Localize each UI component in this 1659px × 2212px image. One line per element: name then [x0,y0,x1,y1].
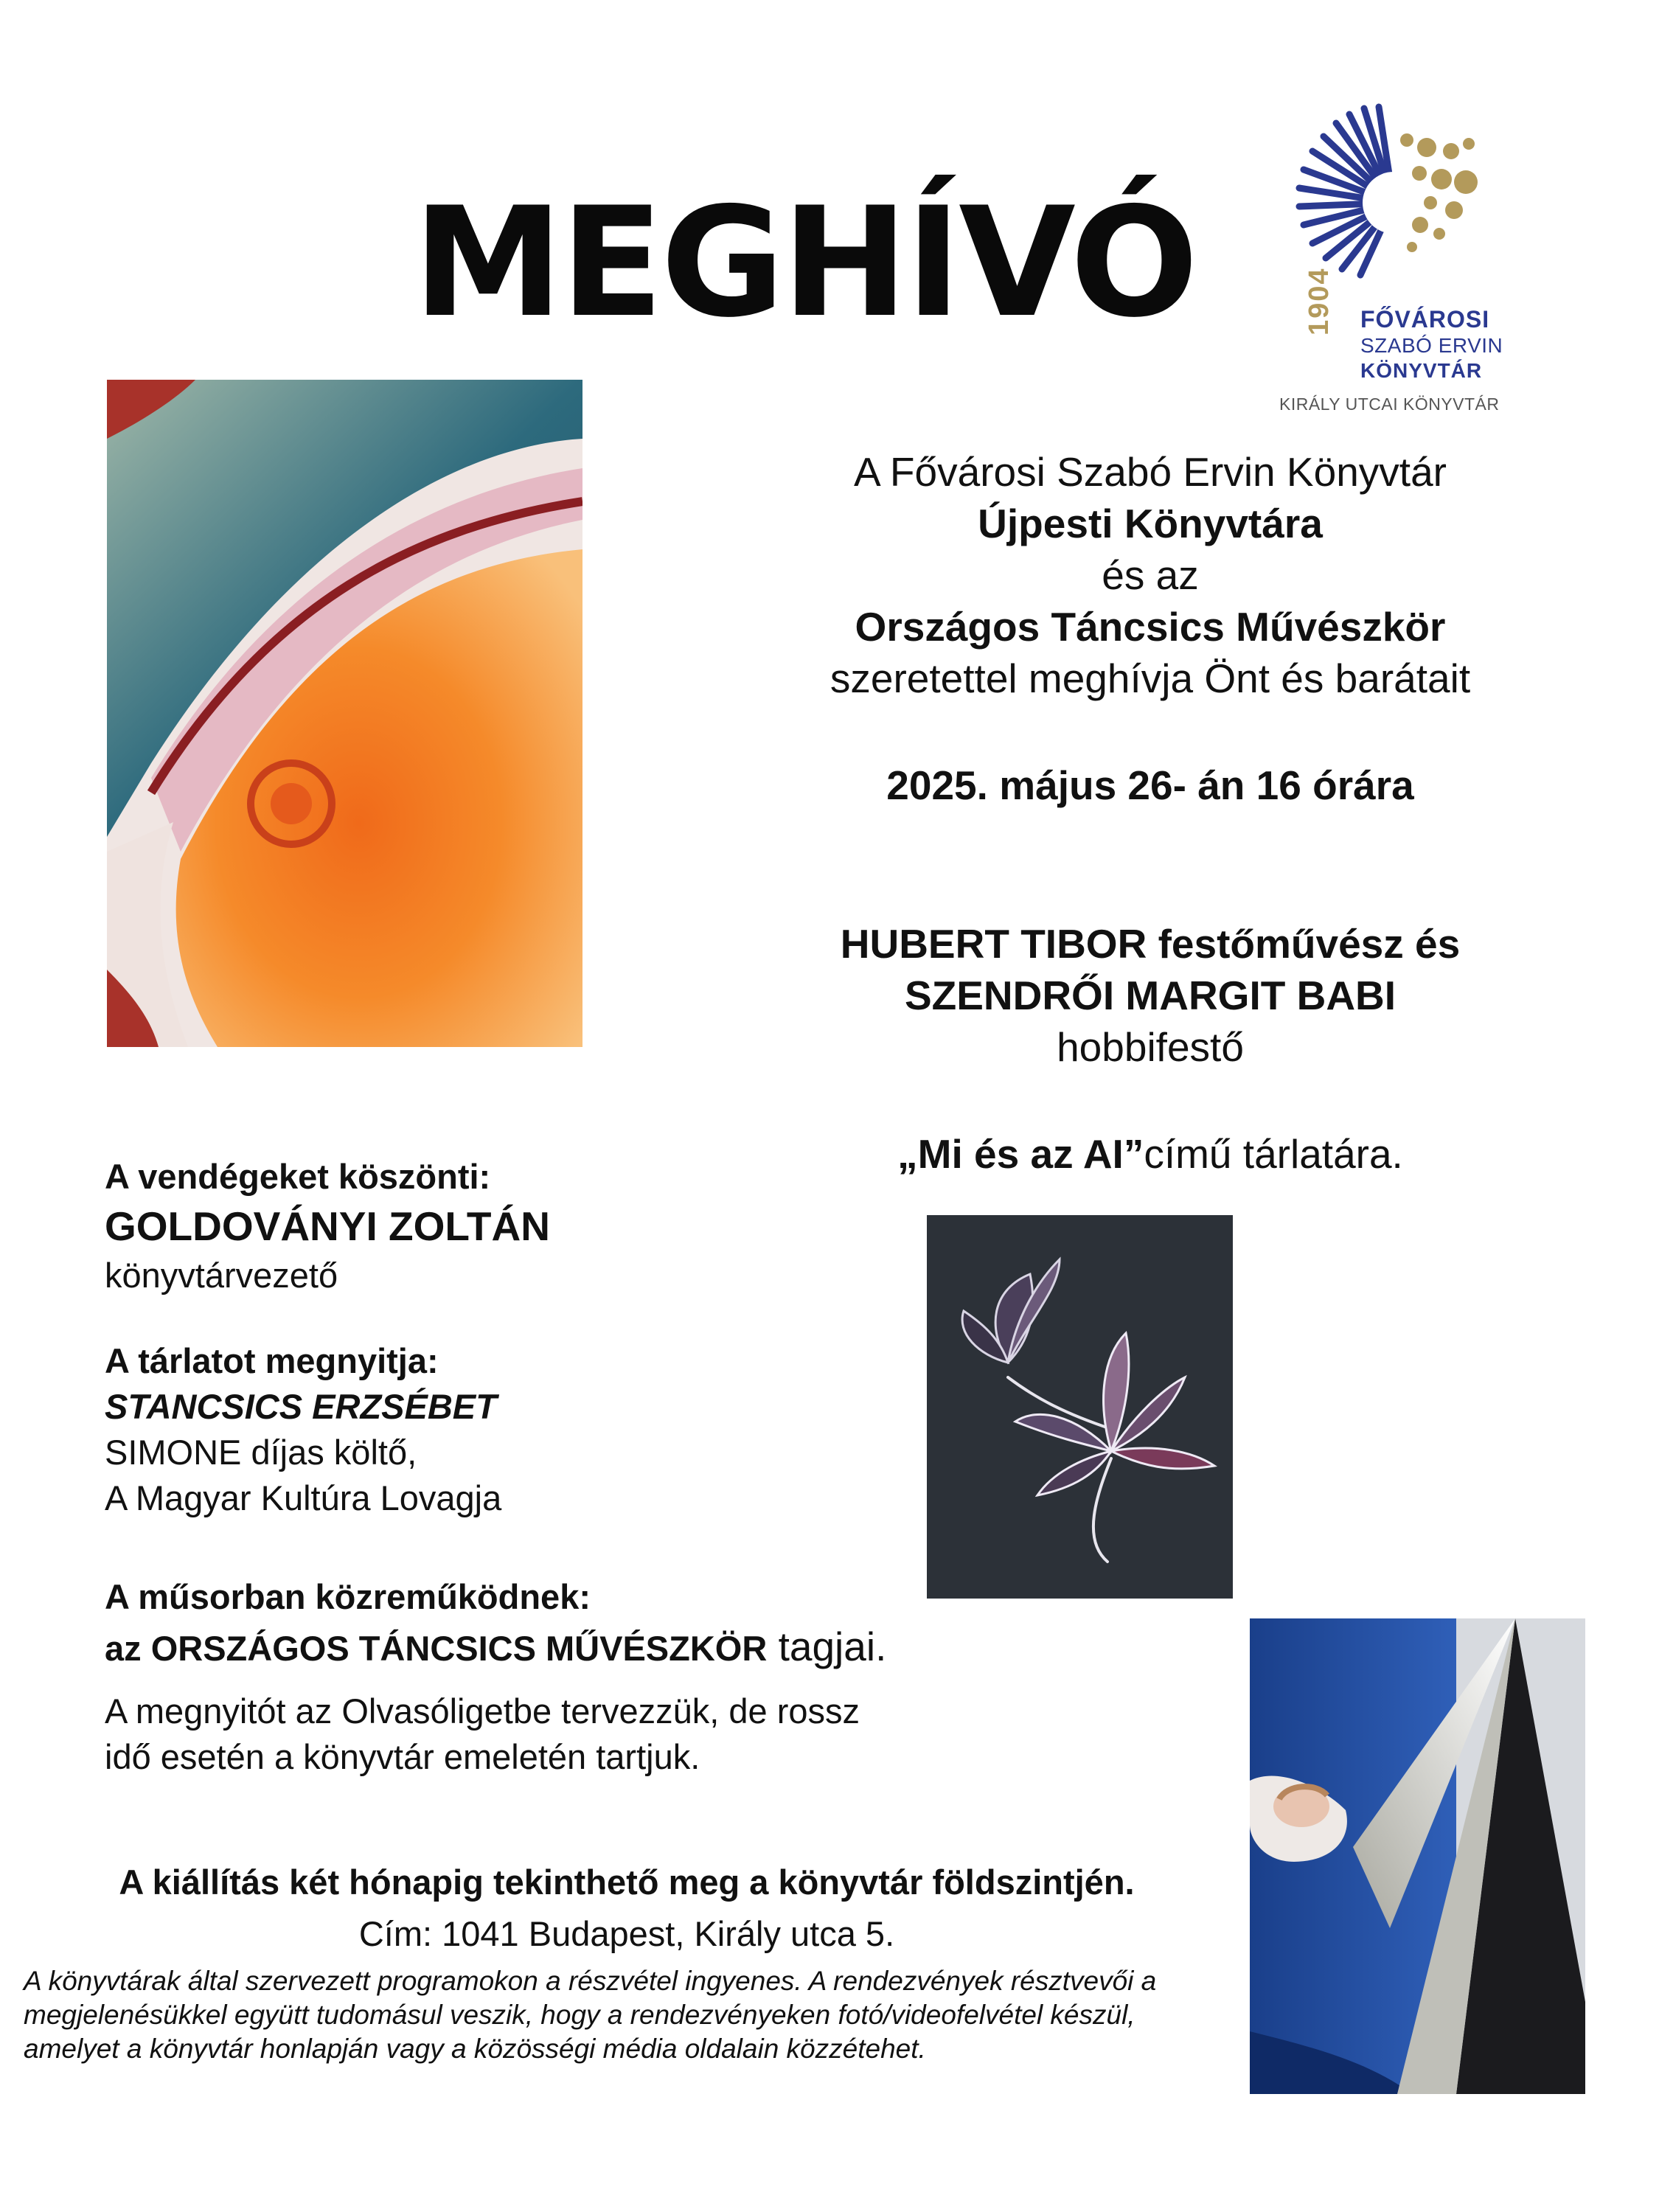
invite-line-4: Országos Táncsics Művészkör [855,604,1446,650]
invite-line-1: A Fővárosi Szabó Ervin Könyvtár [854,449,1447,495]
performers-name: az ORSZÁGOS TÁNCSICS MŰVÉSZKÖR [105,1629,768,1668]
opening-name: STANCSICS ERZSÉBET [105,1387,497,1426]
invite-line-5: szeretettel meghívja Önt és barátait [830,655,1471,701]
venue-note-2: idő esetén a könyvtár emeletén tartjuk. [105,1737,700,1776]
opening-role-2: A Magyar Kultúra Lovagja [105,1478,502,1517]
invite-line-3: és az [1102,552,1199,598]
logo-year: 1904 [1304,267,1335,335]
exhibition-duration: A kiállítás két hónapig tekinthető meg a könyvtár földszintjén. [119,1863,1135,1902]
greeting-name: GOLDOVÁNYI ZOLTÁN [105,1203,550,1249]
page-title: MEGHÍVÓ [413,175,1196,351]
opening-label: A tárlatot megnyitja: [105,1341,439,1380]
venue-note-1: A megnyitót az Olvasóligetbe tervezzük, de rossz [105,1691,860,1731]
exhibition-suffix: című tárlatára. [1144,1131,1403,1177]
artist-1: HUBERT TIBOR festőművész és [840,921,1461,967]
artist-2-role: hobbifestő [1057,1024,1244,1070]
invite-line-2: Újpesti Könyvtára [978,501,1323,546]
logo-line-2: SZABÓ ERVIN [1360,334,1503,357]
logo-line-4: KIRÁLY UTCAI KÖNYVTÁR [1279,394,1500,414]
abstract-painting [107,380,582,1047]
address: Cím: 1041 Budapest, Király utca 5. [358,1914,895,1953]
invitation-block [767,446,1534,704]
opening-block [105,1338,916,1521]
figure-painting [1250,1618,1585,2094]
performers-label: A műsorban közreműködnek: [105,1577,591,1616]
flower-painting [927,1215,1233,1599]
logo-line-3: KÖNYVTÁR [1360,359,1483,382]
opening-role-1: SIMONE díjas költő, [105,1433,417,1472]
artist-2: SZENDRŐI MARGIT BABI [904,973,1397,1018]
artists-block [767,918,1534,1073]
greeting-label: A vendégeket köszönti: [105,1157,491,1196]
library-logo [1279,100,1504,424]
performers-suffix: tagjai. [767,1624,887,1669]
greeting-role: könyvtárvezető [105,1256,338,1295]
exhibition-title: „Mi és az AI” [897,1131,1144,1177]
logo-line-1: FŐVÁROSI [1360,306,1490,333]
disclaimer: A könyvtárak által szervezett programokon a részvétel ingyenes. A rendezvények résztvevői a megjelenésükkel együtt tudomásul veszik, hogy a rendezvényeken fotó/videofelvétel készül, amelyet a könyvtár honlapján vagy a közösségi média oldalain közzétehet. [24,1966,1157,2064]
venue-note [105,1688,916,1780]
greeting-block [105,1154,916,1298]
event-date: 2025. május 26- án 16 órára [886,762,1414,808]
performers-block [105,1574,916,1675]
